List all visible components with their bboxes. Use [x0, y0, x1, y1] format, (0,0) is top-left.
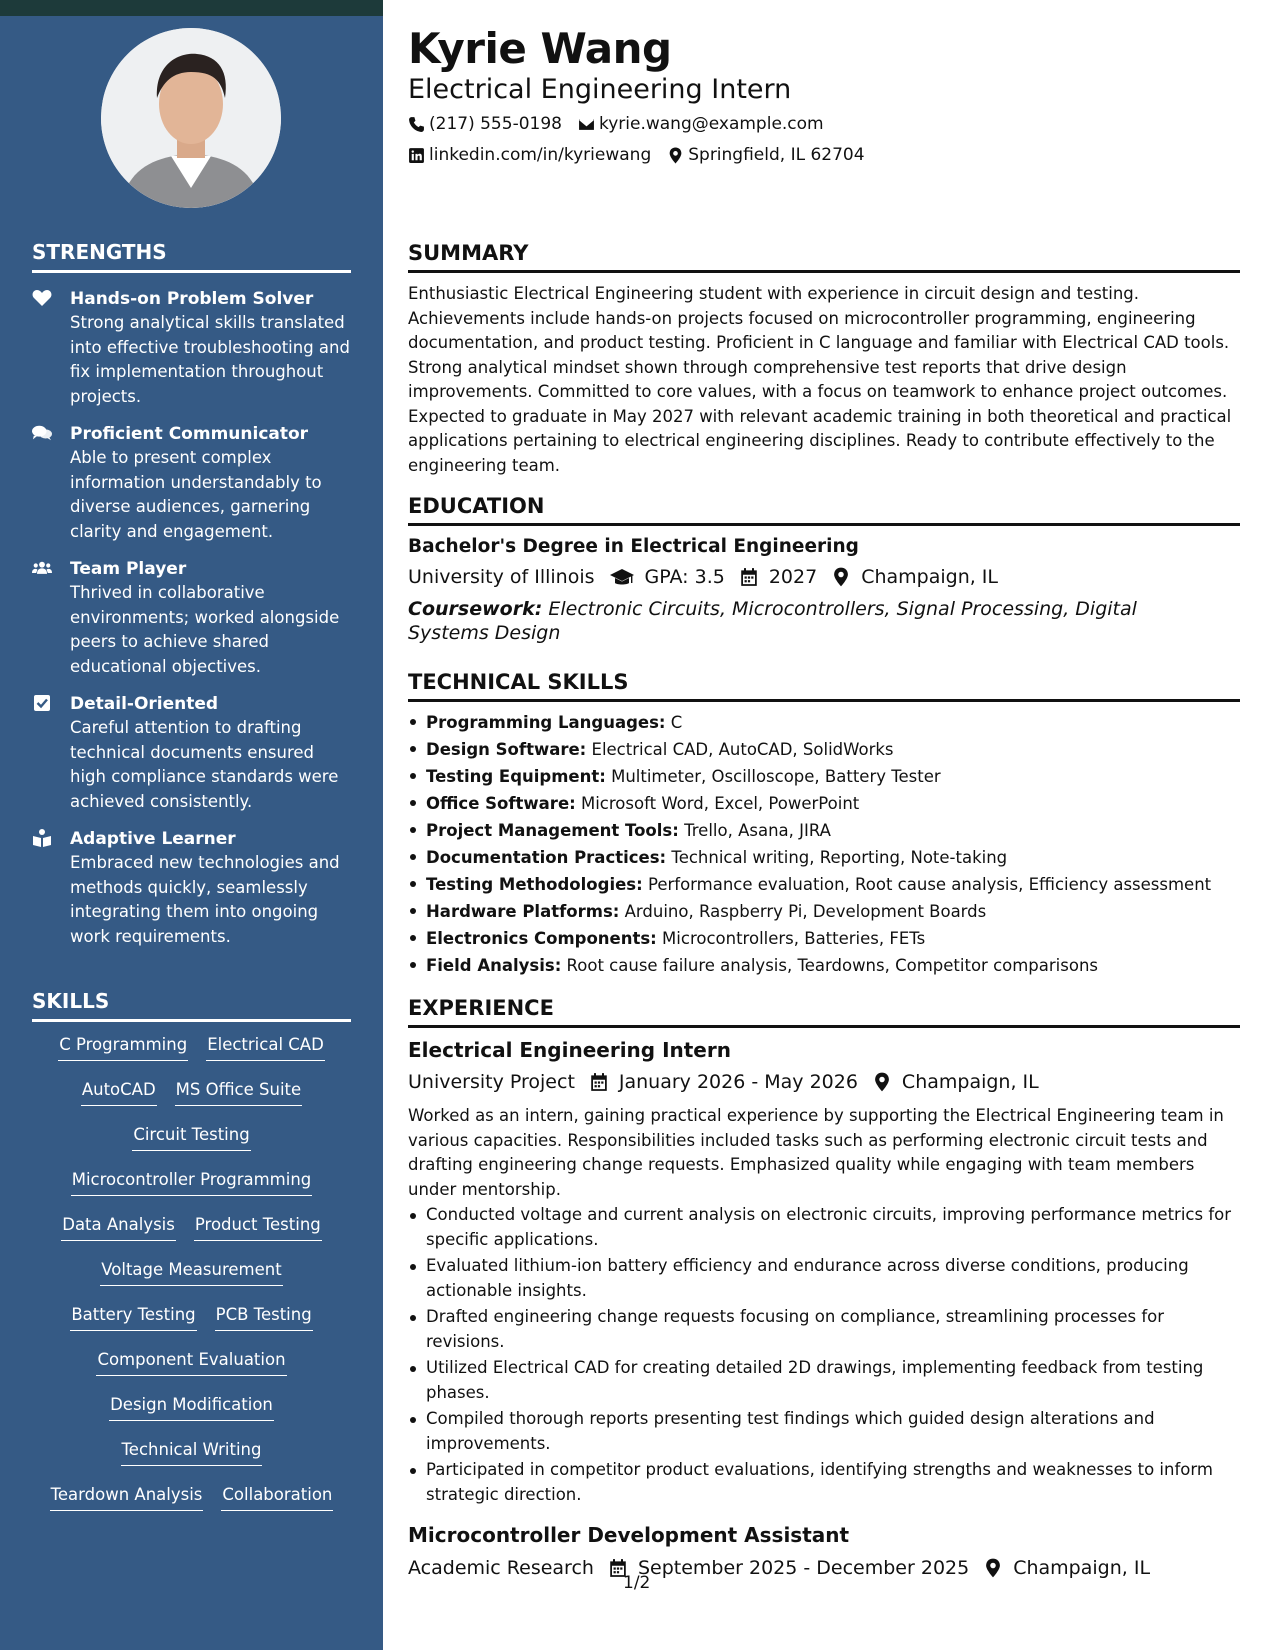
coursework-list: Electronic Circuits, Microcontrollers, Signal Processing, Digital Systems Design: [408, 598, 1137, 644]
school-label: University of Illinois: [408, 566, 595, 588]
calendar-icon: [739, 567, 759, 587]
skill-category: Design Software:: [426, 740, 587, 759]
skill-category: Documentation Practices:: [426, 848, 667, 867]
job-dates-item: [608, 1557, 969, 1579]
skill-tag: C Programming: [58, 1033, 188, 1061]
graduation-cap-icon: [609, 567, 635, 587]
email-address: kyrie.wang@example.com: [598, 114, 824, 134]
sidebar: [0, 0, 383, 1650]
strength-title: Detail-Oriented: [70, 694, 219, 714]
job-bullet: Compiled thorough reports presenting test findings which guided design alterations and improvements.: [408, 1407, 1240, 1456]
technical-skill-item: [408, 709, 1240, 736]
skill-tag: Voltage Measurement: [100, 1258, 282, 1286]
linkedin-contact[interactable]: [408, 145, 651, 165]
skills-cloud: [32, 1033, 351, 1528]
strength-item: [32, 692, 352, 814]
skill-category: Electronics Components:: [426, 929, 657, 948]
linkedin-icon: [408, 147, 425, 164]
phone-icon: [408, 116, 425, 133]
profile-photo: [101, 28, 281, 208]
job-title: Electrical Engineering Intern: [408, 1038, 731, 1062]
job-dates: September 2025 - December 2025: [637, 1557, 970, 1579]
candidate-name: Kyrie Wang: [408, 24, 672, 73]
skill-values: Technical writing, Reporting, Note-taking: [671, 848, 1008, 867]
job-org-item: [408, 1071, 575, 1093]
experience-heading: EXPERIENCE: [408, 996, 1240, 1028]
job-location-item: [983, 1557, 1150, 1579]
technical-skill-item: [408, 925, 1240, 952]
technical-skills-list: [408, 709, 1240, 979]
candidate-title: Electrical Engineering Intern: [408, 74, 792, 105]
job-bullet: Participated in competitor product evaluations, identifying strengths and weaknesses to inform strategic direction.: [408, 1458, 1240, 1507]
school-location-item: [831, 566, 998, 588]
technical-skill-item: [408, 898, 1240, 925]
job-dates-item: [589, 1071, 858, 1093]
gpa-item: [609, 566, 725, 588]
skill-row: [32, 1078, 351, 1123]
grad-year-item: [739, 566, 817, 588]
job-title: Microcontroller Development Assistant: [408, 1523, 850, 1547]
skill-tag: Technical Writing: [121, 1438, 263, 1466]
sidebar-top-bar: [0, 0, 383, 16]
strength-item: [32, 287, 352, 409]
job-bullet: Utilized Electrical CAD for creating detailed 2D drawings, implementing feedback from testing phases.: [408, 1356, 1240, 1405]
job-bullet: Evaluated lithium-ion battery efficiency and endurance across diverse conditions, producing actionable insights.: [408, 1254, 1240, 1303]
education-meta: [408, 566, 1012, 588]
technical-skill-item: [408, 871, 1240, 898]
skill-values: Multimeter, Oscilloscope, Battery Tester: [611, 767, 941, 786]
summary-heading: SUMMARY: [408, 241, 1240, 273]
skill-values: Performance evaluation, Root cause analysis, Efficiency assessment: [647, 875, 1212, 894]
avatar: [101, 28, 281, 208]
summary-text: Enthusiastic Electrical Engineering student with experience in circuit design and testing. Achievements include hands-on projects focused on microcontroller programming, engineering documentation, and product testing. Proficient in C language and familiar with Electrical CAD tools. Strong analytical mindset shown through comprehensive test reports that drive design improvements. Committed to core values, with a focus on teamwork to enhance project outcomes. Expected to graduate in May 2027 with relevant academic training in both theoretical and practical applications pertaining to electrical engineering disciplines. Ready to contribute effectively to the engineering team.: [408, 284, 1232, 475]
job-meta: [408, 1071, 1053, 1093]
skill-category: Project Management Tools:: [426, 821, 679, 840]
chat-bubbles-icon: [32, 422, 70, 544]
technical-skill-item: [408, 736, 1240, 763]
skill-tag: MS Office Suite: [175, 1078, 303, 1106]
strength-title: Team Player: [70, 559, 187, 579]
coursework: [408, 597, 1188, 645]
team-icon: [32, 557, 70, 679]
map-pin-icon: [831, 567, 851, 587]
job-dates: January 2026 - May 2026: [618, 1071, 858, 1093]
school-location: Champaign, IL: [861, 566, 999, 588]
skill-tag: Product Testing: [194, 1213, 322, 1241]
strength-description: Thrived in collaborative environments; worked alongside peers to achieve shared educational objectives.: [70, 583, 340, 676]
strength-description: Careful attention to drafting technical documents ensured high compliance standards were achieved consistently.: [70, 718, 339, 811]
linkedin-url: linkedin.com/in/kyriewang: [429, 145, 652, 165]
page-number: 1/2: [623, 1573, 651, 1593]
grad-year: 2027: [768, 566, 818, 588]
skill-row: [32, 1483, 351, 1528]
skill-tag: Microcontroller Programming: [71, 1168, 313, 1196]
skill-values: Electrical CAD, AutoCAD, SolidWorks: [591, 740, 894, 759]
skill-tag: PCB Testing: [215, 1303, 313, 1331]
job-bullet: Drafted engineering change requests focusing on compliance, streamlining processes for revisions.: [408, 1305, 1240, 1354]
skill-row: [32, 1213, 351, 1258]
strength-item: [32, 827, 352, 949]
skill-row: [32, 1123, 351, 1168]
job-bullets: [408, 1203, 1240, 1509]
technical-skill-item: [408, 952, 1240, 979]
coursework-label: Coursework:: [408, 598, 543, 620]
skill-values: Root cause failure analysis, Teardowns, Competitor comparisons: [566, 956, 1099, 975]
skill-tag: Data Analysis: [61, 1213, 176, 1241]
skill-row: [32, 1393, 351, 1438]
skill-category: Field Analysis:: [426, 956, 562, 975]
school-name: [408, 566, 595, 588]
skill-tag: Electrical CAD: [206, 1033, 325, 1061]
gpa-value: GPA: 3.5: [644, 566, 725, 588]
job-bullet: Conducted voltage and current analysis on electronic circuits, improving performance metrics for specific applications.: [408, 1203, 1240, 1252]
job-org: University Project: [408, 1071, 575, 1093]
phone-number: (217) 555-0198: [429, 114, 562, 134]
skill-row: [32, 1348, 351, 1393]
strength-title: Proficient Communicator: [70, 424, 309, 444]
skill-values: C: [670, 713, 683, 732]
email-contact[interactable]: [578, 114, 824, 134]
skill-tag: Collaboration: [221, 1483, 333, 1511]
strength-description: Able to present complex information understandably to diverse audiences, garnering clarity and engagement.: [70, 448, 322, 541]
job-location: Champaign, IL: [901, 1071, 1039, 1093]
reading-person-icon: [32, 827, 70, 949]
skill-tag: Teardown Analysis: [50, 1483, 204, 1511]
skill-tag: Design Modification: [109, 1393, 274, 1421]
skill-row: [32, 1258, 351, 1303]
contact-row: [408, 114, 824, 134]
technical-skill-item: [408, 763, 1240, 790]
technical-skills-heading: TECHNICAL SKILLS: [408, 670, 1240, 702]
skill-row: [32, 1033, 351, 1078]
technical-skill-item: [408, 844, 1240, 871]
map-pin-icon: [667, 147, 684, 164]
job-meta: [408, 1557, 1164, 1579]
skill-category: Testing Equipment:: [426, 767, 606, 786]
strengths-list: [32, 287, 352, 962]
skill-category: Testing Methodologies:: [426, 875, 643, 894]
skill-values: Microcontrollers, Batteries, FETs: [662, 929, 926, 948]
skill-tag: Battery Testing: [70, 1303, 196, 1331]
job-org: Academic Research: [408, 1557, 594, 1579]
contact-row: [408, 145, 865, 165]
envelope-icon: [578, 116, 595, 133]
skill-values: Trello, Asana, JIRA: [684, 821, 831, 840]
strength-description: Strong analytical skills translated into effective troubleshooting and fix implementation throughout projects.: [70, 313, 350, 406]
skills-heading: SKILLS: [32, 989, 351, 1022]
technical-skill-item: [408, 790, 1240, 817]
skill-category: Hardware Platforms:: [426, 902, 620, 921]
skill-row: [32, 1168, 351, 1213]
strength-item: [32, 422, 352, 544]
home-location: Springfield, IL 62704: [688, 145, 865, 165]
education-heading: EDUCATION: [408, 494, 1240, 526]
skill-tag: AutoCAD: [81, 1078, 157, 1106]
checkbox-icon: [32, 692, 70, 814]
phone-contact[interactable]: [408, 114, 562, 134]
location-contact: [667, 145, 864, 165]
technical-skill-item: [408, 817, 1240, 844]
heart-icon: [32, 287, 70, 409]
job-location-item: [872, 1071, 1039, 1093]
strength-description: Embraced new technologies and methods quickly, seamlessly integrating them into ongoing work requirements.: [70, 853, 340, 946]
skill-values: Arduino, Raspberry Pi, Development Boards: [624, 902, 987, 921]
job-location: Champaign, IL: [1013, 1557, 1151, 1579]
strength-title: Hands-on Problem Solver: [70, 289, 314, 309]
job-org-item: [408, 1557, 594, 1579]
strength-title: Adaptive Learner: [70, 829, 236, 849]
skill-row: [32, 1438, 351, 1483]
skill-category: Programming Languages:: [426, 713, 666, 732]
map-pin-icon: [872, 1072, 892, 1092]
calendar-icon: [589, 1072, 609, 1092]
skill-tag: Component Evaluation: [96, 1348, 286, 1376]
map-pin-icon: [983, 1558, 1003, 1578]
degree-title: Bachelor's Degree in Electrical Engineering: [408, 536, 859, 557]
skill-tag: Circuit Testing: [132, 1123, 250, 1151]
skill-row: [32, 1303, 351, 1348]
skill-category: Office Software:: [426, 794, 576, 813]
job-summary: Worked as an intern, gaining practical experience by supporting the Electrical Engineering team in various capacities. Responsibilities included tasks such as performing electronic circuit tests and drafting engineering change requests. Emphasized quality while engaging with team members under mentorship.: [408, 1106, 1224, 1199]
skill-values: Microsoft Word, Excel, PowerPoint: [580, 794, 860, 813]
strength-item: [32, 557, 352, 679]
strengths-heading: STRENGTHS: [32, 240, 351, 273]
